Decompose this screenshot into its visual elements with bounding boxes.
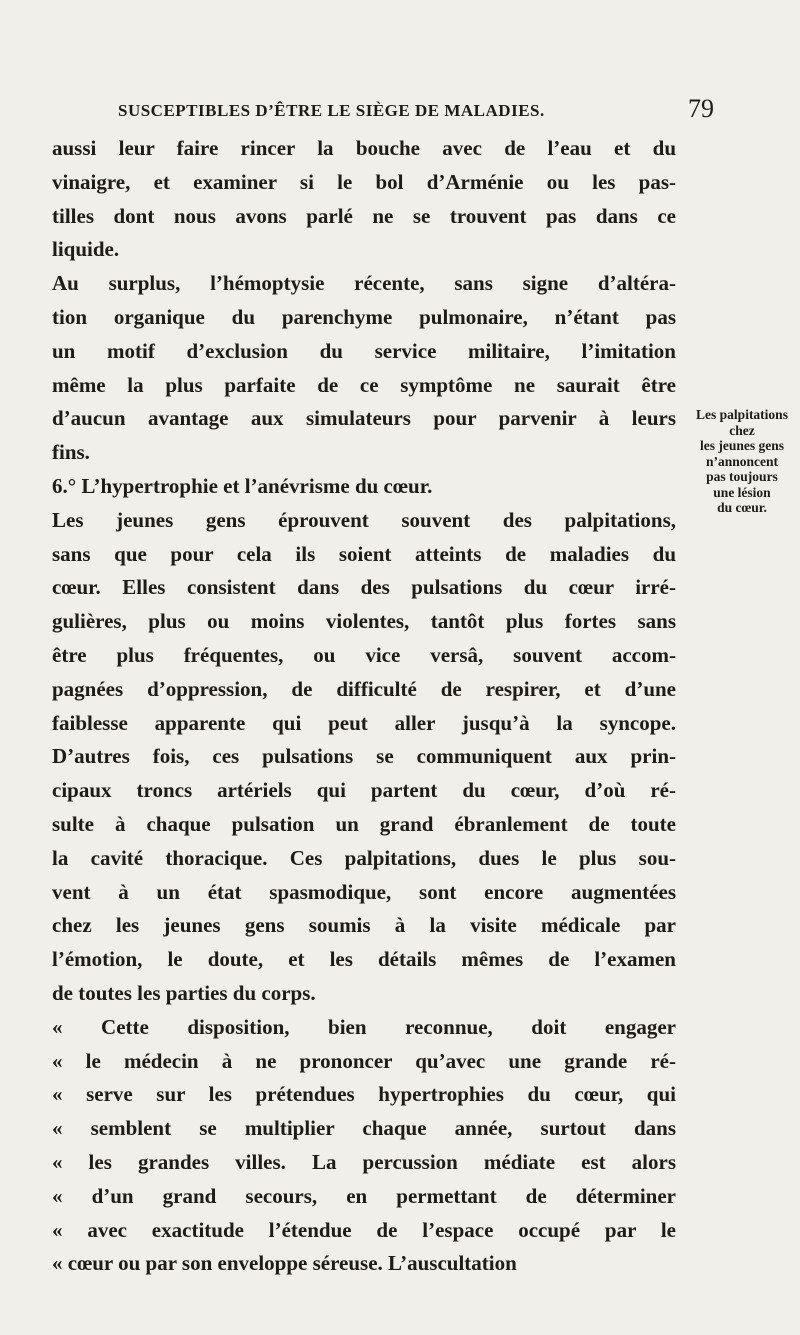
text-line: D’autres fois, ces pulsations se communiquent aux prin- — [52, 744, 676, 769]
text-line: « cœur ou par son enveloppe séreuse. L’auscultation — [52, 1251, 517, 1276]
text-line: l’émotion, le doute, et les détails mêmes de l’examen — [52, 947, 676, 972]
running-header — [118, 101, 728, 121]
margin-note — [686, 407, 798, 516]
text-line: « d’un grand secours, en permettant de déterminer — [52, 1183, 676, 1208]
text-line: faiblesse apparente qui peut aller jusqu’à la syncope. — [52, 710, 676, 735]
text-line: « serve sur les prétendues hypertrophies du cœur, qui — [52, 1082, 676, 1107]
text-line: vinaigre, et examiner si le bol d’Arménie ou les pas- — [52, 169, 676, 194]
text-line: « les grandes villes. La percussion médiate est alors — [52, 1149, 676, 1174]
margin-note-line: pas toujours — [706, 469, 778, 484]
text-line: « le médecin à ne prononcer qu’avec une grande ré- — [52, 1048, 676, 1073]
text-line: sulte à chaque pulsation un grand ébranlement de toute — [52, 811, 676, 836]
text-line: vent à un état spasmodique, sont encore augmentées — [52, 879, 676, 904]
margin-note-line: chez — [729, 422, 755, 438]
text-line: « Cette disposition, bien reconnue, doit engager — [52, 1014, 676, 1039]
text-line: cœur. Elles consistent dans des pulsations du cœur irré- — [52, 575, 676, 600]
text-line: Au surplus, l’hémoptysie récente, sans signe d’altéra- — [52, 271, 676, 296]
text-line: cipaux troncs artériels qui partent du cœur, d’où ré- — [52, 778, 676, 803]
text-line: « avec exactitude l’étendue de l’espace occupé par le — [52, 1217, 676, 1242]
text-line: chez les jeunes gens soumis à la visite médicale par — [52, 913, 676, 938]
text-line: fins. — [52, 440, 90, 465]
text-line: liquide. — [52, 237, 120, 262]
text-line: Les jeunes gens éprouvent souvent des palpitations, — [52, 507, 676, 532]
margin-note-line: les jeunes gens — [700, 438, 784, 453]
text-line: tilles dont nous avons parlé ne se trouvent pas dans ce — [52, 203, 676, 228]
margin-note-line: n’annoncent — [705, 453, 778, 469]
margin-note-line: du cœur. — [717, 500, 767, 515]
text-line: de toutes les parties du corps. — [52, 980, 316, 1005]
text-line: même la plus parfaite de ce symptôme ne saurait être — [52, 372, 676, 397]
text-line: tion organique du parenchyme pulmonaire, n’étant pas — [52, 304, 676, 329]
text-line: sans que pour cela ils soient atteints de maladies du — [52, 541, 676, 566]
text-line: aussi leur faire rincer la bouche avec de l’eau et du — [52, 136, 676, 160]
text-line: pagnées d’oppression, de difficulté de respirer, et d’une — [52, 676, 676, 701]
text-line: la cavité thoracique. Ces palpitations, dues le plus sou- — [52, 845, 676, 870]
text-line: être plus fréquentes, ou vice versâ, souvent accom- — [52, 642, 676, 667]
body-text — [52, 132, 676, 1281]
text-line: 6.° L’hypertrophie et l’anévrisme du cœur. — [52, 473, 433, 498]
page-number: 79 — [688, 94, 714, 123]
running-title: SUSCEPTIBLES D’ÊTRE LE SIÈGE DE MALADIES. — [118, 101, 545, 120]
text-line: d’aucun avantage aux simulateurs pour parvenir à leurs — [52, 406, 676, 431]
margin-note-line: Les palpitations — [696, 407, 788, 422]
text-line: « semblent se multiplier chaque année, surtout dans — [52, 1116, 676, 1141]
text-line: un motif d’exclusion du service militaire, l’imitation — [52, 338, 676, 363]
text-line: gulières, plus ou moins violentes, tantôt plus fortes sans — [52, 609, 676, 634]
margin-note-line: une lésion — [713, 484, 771, 500]
